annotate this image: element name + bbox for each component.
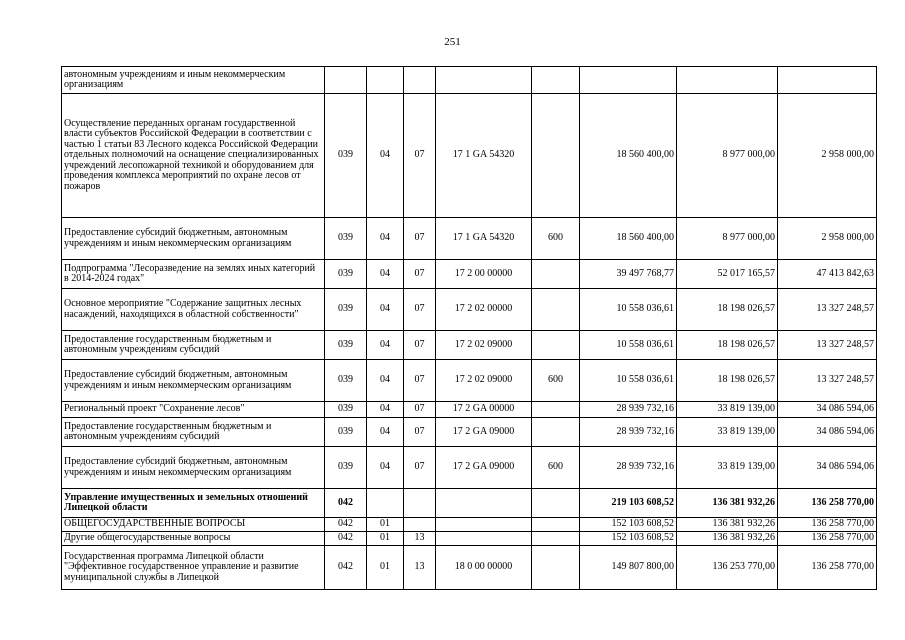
code-section: 04	[367, 289, 404, 331]
amount-year-3	[778, 67, 877, 94]
code-section	[367, 489, 404, 518]
amount-year-2: 52 017 165,57	[677, 260, 778, 289]
code-expense-type	[532, 67, 580, 94]
code-target: 17 2 GA 09000	[436, 447, 532, 489]
code-target	[436, 67, 532, 94]
row-name: Региональный проект "Сохранение лесов"	[62, 402, 325, 418]
code-group: 039	[325, 360, 367, 402]
code-group: 039	[325, 418, 367, 447]
code-section: 04	[367, 402, 404, 418]
amount-year-2: 33 819 139,00	[677, 418, 778, 447]
page-number: 251	[444, 36, 461, 48]
amount-year-3: 34 086 594,06	[778, 418, 877, 447]
code-expense-type	[532, 402, 580, 418]
row-name: Предоставление государственным бюджетным и автономным учреждениям субсидий	[62, 418, 325, 447]
code-group: 039	[325, 94, 367, 218]
amount-year-2: 33 819 139,00	[677, 402, 778, 418]
amount-year-3: 136 258 770,00	[778, 518, 877, 532]
code-section: 04	[367, 94, 404, 218]
code-expense-type	[532, 418, 580, 447]
row-name: Предоставление субсидий бюджетным, автономным учреждениям и иным некоммерческим организациям	[62, 360, 325, 402]
code-subsection: 07	[404, 260, 436, 289]
code-expense-type: 600	[532, 218, 580, 260]
code-expense-type	[532, 518, 580, 532]
code-subsection: 07	[404, 331, 436, 360]
amount-year-1: 28 939 732,16	[580, 447, 677, 489]
amount-year-3: 2 958 000,00	[778, 94, 877, 218]
row-name: Предоставление субсидий бюджетным, автономным учреждениям и иным некоммерческим организациям	[62, 218, 325, 260]
amount-year-3: 34 086 594,06	[778, 447, 877, 489]
row-name: Другие общегосударственные вопросы	[62, 532, 325, 546]
code-expense-type: 600	[532, 360, 580, 402]
code-target: 18 0 00 00000	[436, 546, 532, 590]
amount-year-1: 28 939 732,16	[580, 418, 677, 447]
amount-year-2: 136 253 770,00	[677, 546, 778, 590]
table-row	[62, 218, 877, 260]
table-row	[62, 518, 877, 532]
amount-year-2: 8 977 000,00	[677, 94, 778, 218]
code-section: 01	[367, 518, 404, 532]
amount-year-2: 8 977 000,00	[677, 218, 778, 260]
row-name: Подпрограмма "Лесоразведение на землях иных категорий в 2014-2024 годах"	[62, 260, 325, 289]
table-row	[62, 289, 877, 331]
row-name: автономным учреждениям и иным некоммерческим организациям	[62, 67, 325, 94]
table-row	[62, 418, 877, 447]
table-row	[62, 360, 877, 402]
amount-year-1: 152 103 608,52	[580, 518, 677, 532]
amount-year-2: 18 198 026,57	[677, 331, 778, 360]
code-expense-type	[532, 331, 580, 360]
code-group: 042	[325, 518, 367, 532]
amount-year-3: 136 258 770,00	[778, 546, 877, 590]
amount-year-1: 10 558 036,61	[580, 331, 677, 360]
table-row	[62, 532, 877, 546]
code-expense-type	[532, 532, 580, 546]
amount-year-2: 18 198 026,57	[677, 360, 778, 402]
code-section: 01	[367, 532, 404, 546]
code-target: 17 2 GA 09000	[436, 418, 532, 447]
code-subsection	[404, 489, 436, 518]
amount-year-3: 13 327 248,57	[778, 331, 877, 360]
amount-year-2	[677, 67, 778, 94]
code-subsection	[404, 67, 436, 94]
table-row	[62, 546, 877, 590]
amount-year-2: 136 381 932,26	[677, 518, 778, 532]
amount-year-1: 10 558 036,61	[580, 360, 677, 402]
amount-year-1: 18 560 400,00	[580, 218, 677, 260]
amount-year-3: 34 086 594,06	[778, 402, 877, 418]
table-row	[62, 260, 877, 289]
table-row	[62, 94, 877, 218]
amount-year-1: 219 103 608,52	[580, 489, 677, 518]
amount-year-3: 136 258 770,00	[778, 532, 877, 546]
amount-year-1: 28 939 732,16	[580, 402, 677, 418]
code-subsection: 13	[404, 546, 436, 590]
code-section: 04	[367, 218, 404, 260]
amount-year-1: 18 560 400,00	[580, 94, 677, 218]
code-group: 039	[325, 260, 367, 289]
code-target: 17 1 GA 54320	[436, 94, 532, 218]
code-section: 04	[367, 331, 404, 360]
amount-year-2: 136 381 932,26	[677, 532, 778, 546]
code-section: 04	[367, 418, 404, 447]
amount-year-3: 13 327 248,57	[778, 360, 877, 402]
code-subsection: 07	[404, 289, 436, 331]
code-group: 039	[325, 402, 367, 418]
code-group: 042	[325, 546, 367, 590]
code-subsection: 07	[404, 418, 436, 447]
code-group: 042	[325, 532, 367, 546]
row-name: Государственная программа Липецкой области "Эффективное государственное управление и развитие муниципальной службы в Липецкой	[62, 546, 325, 590]
amount-year-3: 2 958 000,00	[778, 218, 877, 260]
code-group: 039	[325, 289, 367, 331]
amount-year-1: 152 103 608,52	[580, 532, 677, 546]
code-section: 01	[367, 546, 404, 590]
code-target: 17 1 GA 54320	[436, 218, 532, 260]
table-row	[62, 447, 877, 489]
table-row	[62, 489, 877, 518]
code-expense-type	[532, 489, 580, 518]
code-target: 17 2 02 09000	[436, 360, 532, 402]
code-section: 04	[367, 360, 404, 402]
table-row	[62, 67, 877, 94]
code-subsection: 07	[404, 94, 436, 218]
code-target: 17 2 00 00000	[436, 260, 532, 289]
code-expense-type	[532, 546, 580, 590]
amount-year-3: 136 258 770,00	[778, 489, 877, 518]
code-subsection: 07	[404, 360, 436, 402]
code-group: 039	[325, 218, 367, 260]
code-section: 04	[367, 447, 404, 489]
table-row	[62, 402, 877, 418]
code-group: 039	[325, 331, 367, 360]
code-section	[367, 67, 404, 94]
row-name: Основное мероприятие "Содержание защитных лесных насаждений, находящихся в областной собственности"	[62, 289, 325, 331]
code-group: 042	[325, 489, 367, 518]
row-name: Предоставление государственным бюджетным и автономным учреждениям субсидий	[62, 331, 325, 360]
code-expense-type	[532, 289, 580, 331]
code-group	[325, 67, 367, 94]
amount-year-1: 39 497 768,77	[580, 260, 677, 289]
code-expense-type	[532, 94, 580, 218]
table-row	[62, 331, 877, 360]
amount-year-1	[580, 67, 677, 94]
code-group: 039	[325, 447, 367, 489]
code-target: 17 2 02 00000	[436, 289, 532, 331]
code-expense-type: 600	[532, 447, 580, 489]
amount-year-1: 149 807 800,00	[580, 546, 677, 590]
code-subsection: 07	[404, 447, 436, 489]
code-target: 17 2 GA 00000	[436, 402, 532, 418]
code-subsection: 13	[404, 532, 436, 546]
code-expense-type	[532, 260, 580, 289]
row-name: ОБЩЕГОСУДАРСТВЕННЫЕ ВОПРОСЫ	[62, 518, 325, 532]
amount-year-3: 47 413 842,63	[778, 260, 877, 289]
code-target	[436, 518, 532, 532]
code-subsection: 07	[404, 218, 436, 260]
amount-year-3: 13 327 248,57	[778, 289, 877, 331]
code-subsection	[404, 518, 436, 532]
row-name: Управление имущественных и земельных отношений Липецкой области	[62, 489, 325, 518]
code-target	[436, 489, 532, 518]
code-target	[436, 532, 532, 546]
amount-year-2: 18 198 026,57	[677, 289, 778, 331]
row-name: Предоставление субсидий бюджетным, автономным учреждениям и иным некоммерческим организациям	[62, 447, 325, 489]
amount-year-2: 33 819 139,00	[677, 447, 778, 489]
code-section: 04	[367, 260, 404, 289]
row-name: Осуществление переданных органам государственной власти субъектов Российской Федерации в соответствии с частью 1 статьи 83 Лесного кодекса Российской Федерации отдельных полномочий на оснащение специализированных учреждений лесопожарной техникой и оборудованием для проведения комплекса мероприятий по охране лесов от пожаров	[62, 94, 325, 218]
amount-year-2: 136 381 932,26	[677, 489, 778, 518]
amount-year-1: 10 558 036,61	[580, 289, 677, 331]
code-subsection: 07	[404, 402, 436, 418]
code-target: 17 2 02 09000	[436, 331, 532, 360]
budget-table	[61, 66, 877, 590]
